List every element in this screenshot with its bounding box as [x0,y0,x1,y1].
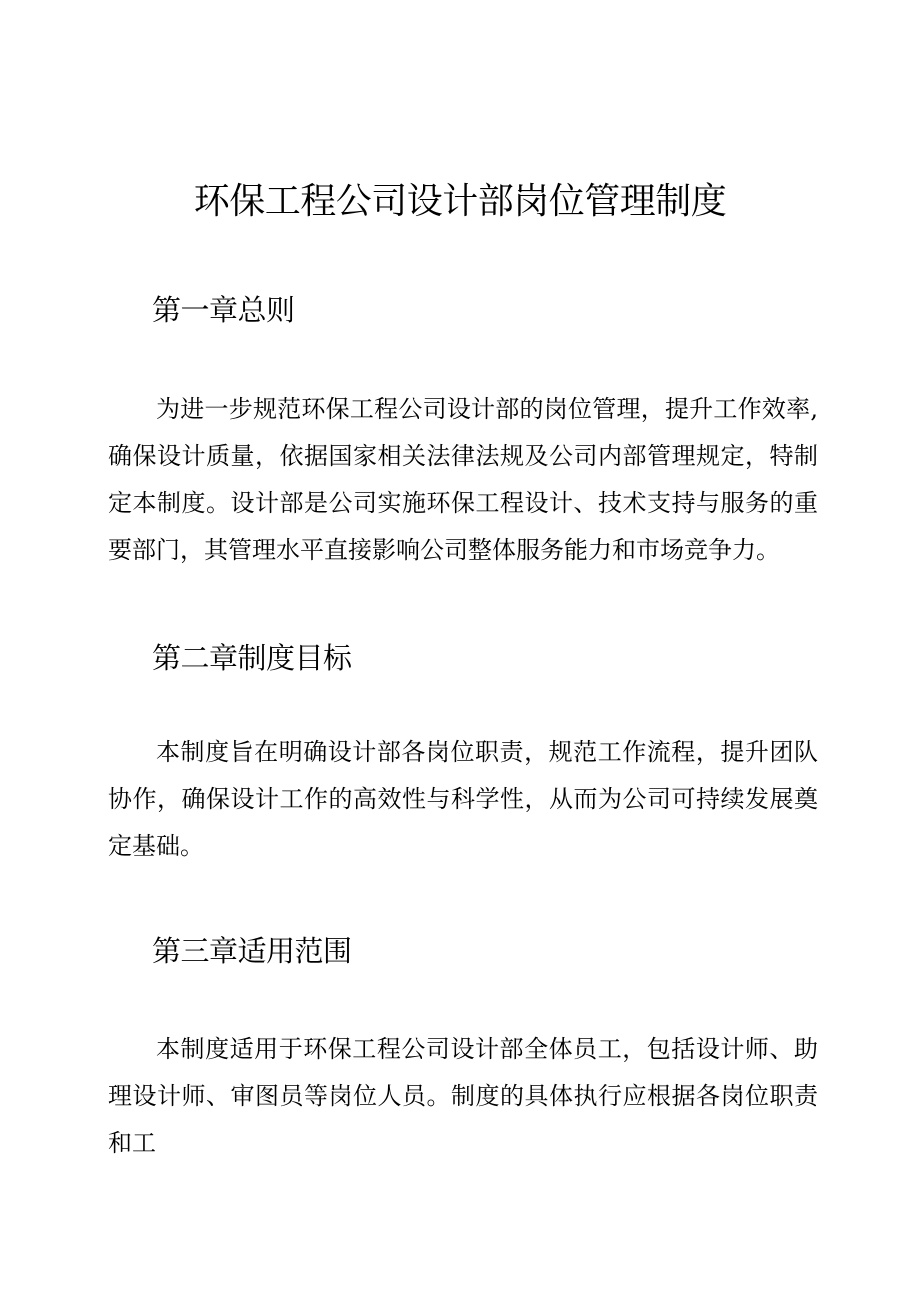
chapter-heading-objectives: 第二章制度目标 [152,641,352,675]
chapter-body-scope: 本制度适用于环保工程公司设计部全体员工，包括设计师、助理设计师、审图员等岗位人员。制度的具体执行应根据各岗位职责和工 [108,1035,818,1157]
chapter-heading-general: 第一章总则 [152,293,295,327]
chapter-body-objectives: 本制度旨在明确设计部各岗位职责，规范工作流程，提升团队协作，确保设计工作的高效性与科学性，从而为公司可持续发展奠定基础。 [108,738,818,860]
page-title: 环保工程公司设计部岗位管理制度 [193,181,727,222]
chapter-body-general: 为进一步规范环保工程公司设计部的岗位管理，提升工作效率,确保设计质量，依据国家相关法律法规及公司内部管理规定，特制定本制度。设计部是公司实施环保工程设计、技术支持与服务的重要部门，其管理水平直接影响公司整体服务能力和市场竞争力。 [108,395,818,564]
chapter-heading-scope: 第三章适用范围 [152,934,352,968]
